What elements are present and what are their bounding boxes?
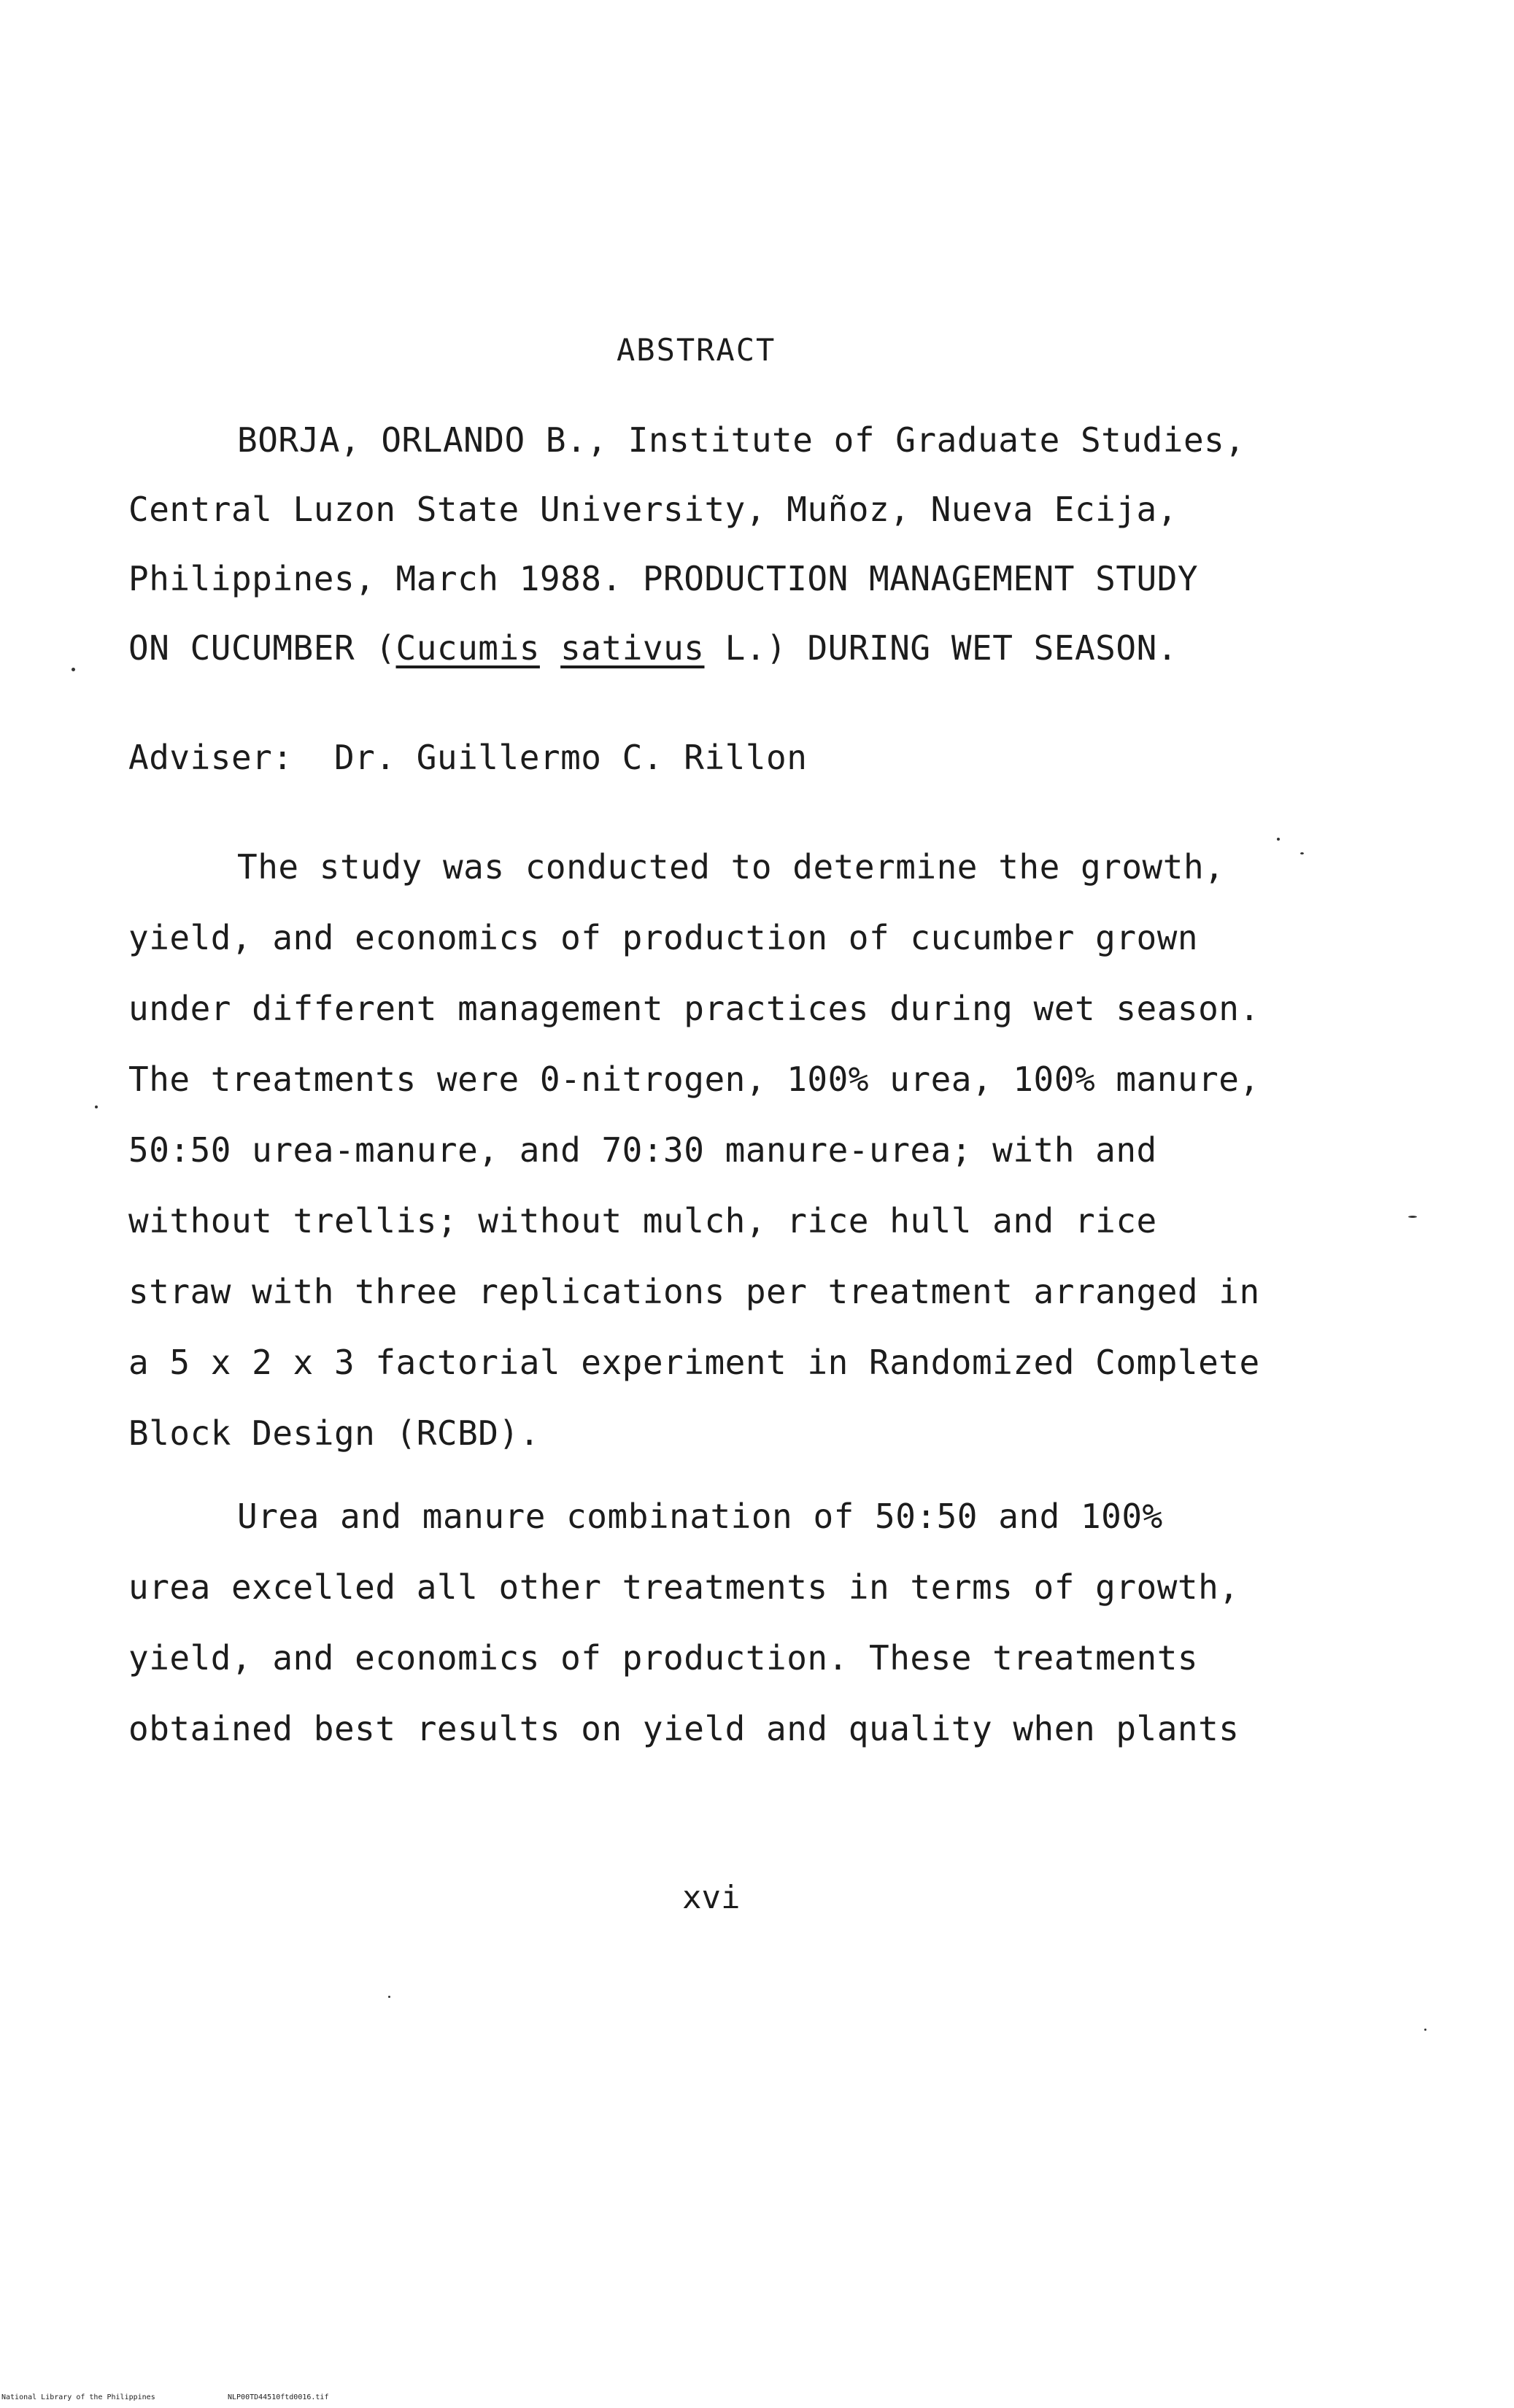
paragraph-1-line: The treatments were 0-nitrogen, 100% urea, 100% manure, <box>128 1060 1260 1099</box>
paragraph-2-line: obtained best results on yield and quality when plants <box>128 1709 1240 1748</box>
paragraph-1-line: 50:50 urea-manure, and 70:30 manure-urea; with and <box>128 1130 1157 1170</box>
citation-suffix: L.) DURING WET SEASON. <box>704 628 1178 668</box>
abstract-heading: ABSTRACT <box>617 332 776 368</box>
citation-prefix: ON CUCUMBER ( <box>128 628 396 668</box>
paragraph-1-line: Block Design (RCBD). <box>128 1413 540 1453</box>
citation-line-2: Central Luzon State University, Muñoz, Nueva Ecija, <box>128 490 1178 529</box>
adviser-line: Adviser: Dr. Guillermo C. Rillon <box>128 738 808 777</box>
paragraph-1-line: yield, and economics of production of cucumber grown <box>128 918 1199 957</box>
footer-file-id: NLP00TD44510ftd0016.tif <box>228 2393 329 2401</box>
scan-speck <box>388 1996 390 1998</box>
paragraph-1-line: without trellis; without mulch, rice hull and rice <box>128 1201 1157 1240</box>
scan-speck <box>1277 838 1280 841</box>
genus-name: Cucumis <box>395 628 540 668</box>
paragraph-2-line: urea excelled all other treatments in terms of growth, <box>128 1567 1240 1607</box>
citation-line-4 <box>128 628 1178 668</box>
citation-line-3: Philippines, March 1988. PRODUCTION MANAGEMENT STUDY <box>128 559 1199 598</box>
paragraph-1-line: straw with three replications per treatment arranged in <box>128 1272 1260 1311</box>
species-name: sativus <box>560 628 705 668</box>
paragraph-1-line: under different management practices during wet season. <box>128 989 1260 1028</box>
paragraph-1-line: a 5 x 2 x 3 factorial experiment in Randomized Complete <box>128 1343 1260 1382</box>
citation-line-1: BORJA, ORLANDO B., Institute of Graduate Studies, <box>237 420 1245 460</box>
page-number: xvi <box>682 1879 741 1916</box>
scan-speck <box>72 668 75 671</box>
paragraph-2-line: yield, and economics of production. These treatments <box>128 1638 1199 1678</box>
paragraph-2-line: Urea and manure combination of 50:50 and 100% <box>237 1497 1163 1536</box>
scan-speck <box>1300 852 1304 854</box>
scan-speck <box>1408 1216 1417 1218</box>
scan-speck <box>1424 2029 1426 2031</box>
paragraph-1-line: The study was conducted to determine the growth, <box>237 847 1225 887</box>
footer-library: National Library of the Philippines <box>1 2393 155 2401</box>
scan-speck <box>95 1105 98 1108</box>
